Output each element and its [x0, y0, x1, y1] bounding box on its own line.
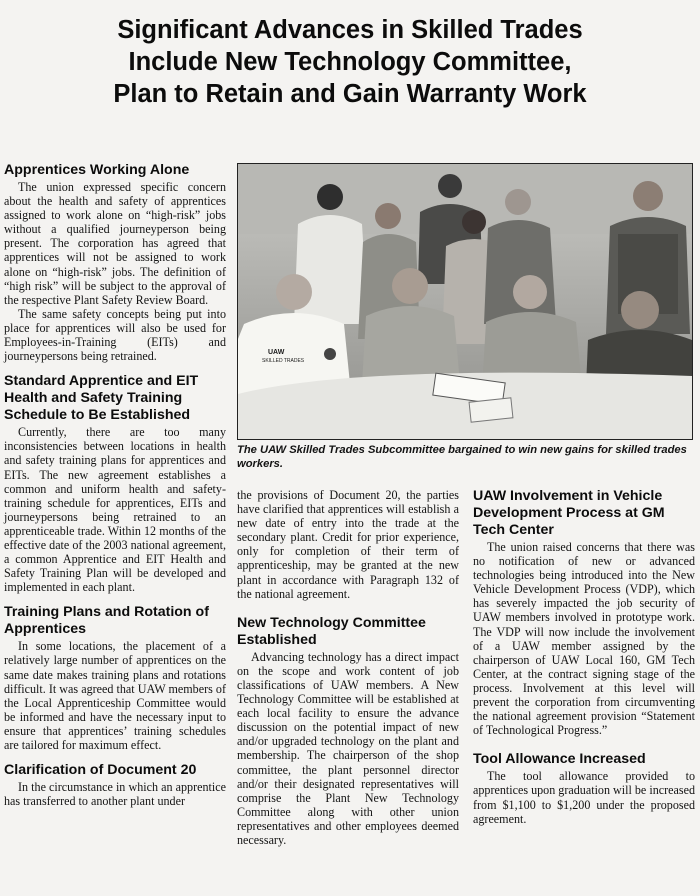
shirt-text: SKILLED TRADES	[262, 358, 305, 364]
headline-line-2: Include New Technology Committee,	[128, 48, 572, 76]
section-heading-document-20: Clarification of Document 20	[4, 762, 197, 779]
photo-caption: The UAW Skilled Trades Subcommittee bargained to win new gains for skilled trades workers.	[237, 444, 687, 470]
section-paragraph: In the circumstance in which an apprentice has transferred to another plant under	[4, 780, 226, 809]
section-paragraph: The union expressed specific concern about the health and safety of apprentices assigned to work alone on “high-risk” jobs without a qualified journeyperson being present. The corporation has agreed that apprentices will not be assigned to work alone on “high-risk” jobs. The definition of “high risk” will be subject to the approval of the respective Plant Safety Review Board.	[4, 180, 226, 307]
headline-line-1: Significant Advances in Skilled Trades	[117, 16, 583, 44]
uaw-emblem-icon	[324, 348, 336, 360]
section-paragraph: Currently, there are too many inconsistencies between locations in health and safety training plans for apprentices and EITs. The new agreement establishes a common and uniform health and safety-training schedule for apprentices, EITs and journeypersons being retrained to an apprenticeable trade. Within 12 months of the effective date of the 2003 national agreement, a common Apprentice and EIT Health and Safety Training Plan will be developed and implemented in each plant.	[4, 425, 226, 595]
section-paragraph: The same safety concepts being put into place for apprentices will also be used for Employees-in-Training (EITs) and journeypersons being retrained.	[4, 306, 226, 364]
section-heading-training-rotation: Training Plans and Rotation of Apprentices	[4, 604, 209, 638]
column-right	[473, 488, 695, 826]
section-paragraph: The union raised concerns that there was no notification of new or advanced technologies being introduced into the New Vehicle Development Process (VDP), which has severely impacted the job security of UAW members involved in prototype work. The VDP will now include the involvement of a UAW member assigned by the chairperson of UAW Local 160, GM Tech Center, at the contract signing stage of the process. Involvement at this level will prevent the corporation from circumventing the national agreement provision “Statement of Technological Progress.”	[473, 540, 695, 738]
section-paragraph-continued: the provisions of Document 20, the parties have clarified that apprentices will establish a new date of entry into the trade at the secondary plant. Credit for prior experience, only for completion of their term of apprenticeship, may be granted at the new plant in accordance with Paragraph 132 of the national agreement.	[237, 488, 459, 601]
article-headline	[0, 14, 700, 110]
shirt-logo: UAW	[268, 349, 285, 356]
column-left	[4, 162, 226, 808]
section-paragraph: The tool allowance provided to apprentices upon graduation will be increased from $1,100 to $1,200 under the proposed agreement.	[473, 769, 695, 826]
section-paragraph: Advancing technology has a direct impact on the scope and work content of job classifications of UAW members. A New Technology Committee will be established at each local facility to ensure the advance discussion on the potential impact of new and/or upgraded technology on the plant and membership. The chairperson of the shop committee, the plant personnel director and/or their designated representatives will comprise the Plant New Technology Committee along with other union representatives and other employees deemed necessary.	[237, 649, 459, 847]
section-heading-new-technology: New Technology Committee Established	[237, 614, 426, 648]
section-heading-tool-allowance: Tool Allowance Increased	[473, 751, 646, 768]
committee-photo	[237, 163, 693, 440]
section-heading-training-schedule: Standard Apprentice and EIT Health and Safety Training Schedule to Be Established	[4, 373, 199, 424]
headline-line-3: Plan to Retain and Gain Warranty Work	[113, 80, 587, 108]
section-heading-apprentices-alone: Apprentices Working Alone	[4, 162, 190, 178]
section-paragraph: In some locations, the placement of a relatively large number of apprentices on the same date makes training plans and rotations difficult. It was agreed that UAW members of the Local Apprenticeship Committee would be informed and have the necessary input to ensure that apprentices’ training schedules are tailored for maximum effect.	[4, 639, 226, 752]
column-middle	[237, 488, 459, 847]
section-heading-vdp: UAW Involvement in Vehicle Development Process at GM Tech Center	[473, 488, 665, 538]
